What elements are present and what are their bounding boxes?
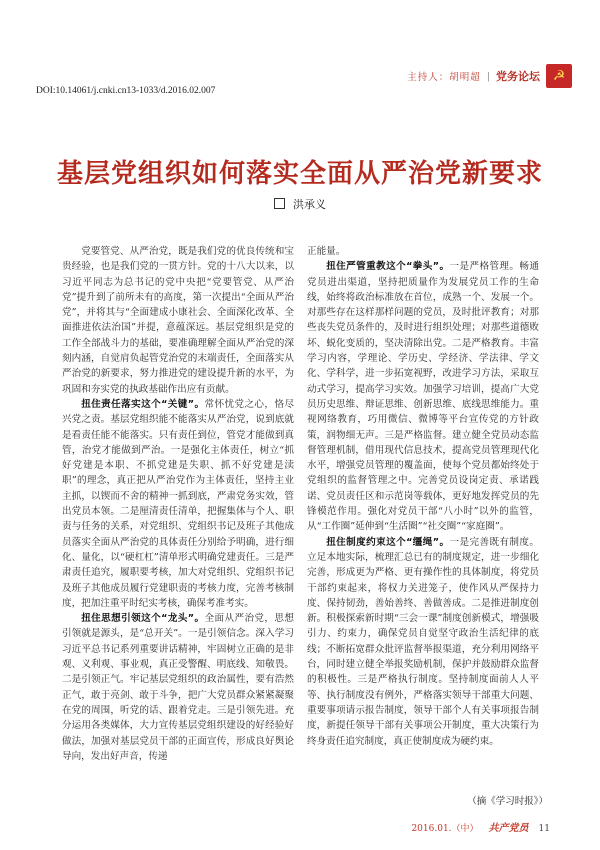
issue-date: 2016.01.（中） <box>411 824 479 834</box>
header-separator: | <box>486 70 490 82</box>
paragraph-discipline <box>307 259 539 534</box>
paragraph-text: 常怀忧党之心，恪尽兴党之责。基层党组织能不能落实从严治党，说到底就是看责任能不能落实。只有责任到位，管党才能做到真管，治党才能做到严治。一是强化主体责任，树立“抓好党建是本职、不抓党建是失职、抓不好党建是渎职”的理念，真正把从严治党作为主体责任，坚持主业主抓，以锲而不舍的精神一抓到底，严肃党务实效，管出党员本领。二是厘清责任清单，把握集体与个人、职责与任务的关系，对党组织、党组织书记及班子其他成员落实全面从严治党的具体责任分别给予明确，进行细化、量化，以“硬杠杠”清单形式明确党建责任。三是严肃责任追究，履职要考核，加大对党组织、党组织书记及班子其他成员履行党建职责的考核力度，完善考核制度，把加注重平时纪实考核，确保考准考实。 <box>62 398 294 609</box>
column-header <box>407 64 572 88</box>
journal-name: 共产党员 <box>488 823 529 834</box>
paragraph-institution <box>307 535 539 749</box>
paragraph-ideology <box>62 611 294 764</box>
party-emblem-icon: ☭ <box>546 64 572 88</box>
paragraph-text: 一是完善既有制度。立足本地实际，梳理汇总已有的制度规定，进一步细化完善，形成更为严格、更有操作性的具体制度，将党员干部约束起来，将权力关进笼子，使作风从严保持力度、保持韧劲，善始善终、善做善成。二是推进制度创新。积极探索新时期“三会一课”制度创新模式，增强吸引力、约束力，确保党员自觉坚守政治生活纪律的底线；不断拓宽群众批评监督举报渠道，充分利用网络平台，同时建立健全举报奖励机制，保护并鼓励群众监督的积极性。三是严格执行制度。坚持制度面前人人平等、执行制度没有例外，严格落实领导干部重大问题、重要事项请示报告制度，领导干部个人有关事项报告制度，新提任领导干部有关事项公开制度，重大决策行为终身责任追究制度，真正使制度成为硬约束。 <box>307 536 539 747</box>
paragraph-text: 全面从严治党，思想引领就是源头，是“总开关”。一是引领信念。深入学习习近平总书记系列重要讲话精神，牢固树立正确的是非观、义利观、事业观，真正受警醒、明底线、知敬畏。二是引领正气。牢记基层党组织的政治属性，要有浩然正气，敢于亮剑、敢于斗争，把广大党员群众紧紧凝聚在党的周围，听党的话、跟着党走。三是引领先进。充分运用各类媒体，大力宣传基层党组织建设的好经验好做法，加强对基层党员干部的正面宣传，形成良好舆论导向，发出好声音，传递 <box>62 613 294 762</box>
author-name: 洪承义 <box>293 198 326 211</box>
author-box-icon <box>274 198 285 209</box>
doi-line: DOI:10.14061/j.cnki.cn13-1033/d.2016.02.007 <box>36 86 216 96</box>
article-column-left <box>62 244 294 764</box>
source-citation: （摘《学习时报》） <box>467 796 548 807</box>
article-title: 基层党组织如何落实全面从严治党新要求 <box>56 159 543 190</box>
paragraph-responsibility <box>62 397 294 611</box>
section-keyword: 扭住责任落实这个“关键”。 <box>81 398 205 410</box>
section-keyword: 扭住制度约束这个“缰绳”。 <box>326 536 450 548</box>
section-keyword: 扭住严管重教这个“拳头”。 <box>326 261 450 273</box>
column-name: 党务论坛 <box>496 70 540 83</box>
paragraph-text: 一是严格管理。畅通党员进出渠道，坚持把质量作为发展党员工作的生命线，始终将政治标准放在首位，成熟一个、发展一个。对那些存在这样那样问题的党员，及时批评教育；对那些丧失党员条件的，及时进行组织处理；对那些道德败坏、蜕化变质的，坚决清除出党。二是严格教育。丰富学习内容，学理论、学历史、学经济、学法律、学文化、学科学，进一步拓宽视野，改进学习方法，采取互动式学习，提高学习实效。加强学习培训，提高广大党员历史思维、辩证思维、创新思维、底线思维能力。重视网络教育，巧用微信、微博等平台宣传党的方针政策，润物细无声。三是严格监督。建立健全党员动态监督管理机制，借用现代信息技术，提高党员管理现代化水平，增强党员管理的覆盖面，使每个党员都始终处于党组织的监督管理之中。完善党员设岗定责、承诺践诺、党员责任区和示范岗等载体，更好地发挥党员的先锋模范作用。强化对党员干部“八小时”以外的监管，从“工作圈”延伸到“生活圈”“社交圈”“家庭圈”。 <box>307 261 539 533</box>
host-label: 主持人：胡明超 <box>407 72 481 83</box>
page-number: 11 <box>538 824 550 834</box>
paragraph-continuation: 正能量。 <box>307 246 346 257</box>
paragraph-intro: 党要管党、从严治党，既是我们党的优良传统和宝贵经验，也是我们党的一贯方针。党的十八大以来，以习近平同志为总书记的党中央把“党要管党、从严治党”提升到了前所未有的高度，第一次提出“全面从严治党”，并将其与“全面建成小康社会、全面深化改革、全面推进依法治国”并提，意蕴深远。基层党组织是党的工作全部战斗力的基础，要准确理解全面从严治党的深刻内涵，自觉肩负起管党治党的末端责任，全面落实从严治党的新要求，努力推进党的建设提升新的水平，为巩固和夯实党的执政基础作出应有贡献。 <box>62 246 294 395</box>
article-column-right <box>307 244 539 749</box>
section-keyword: 扭住思想引领这个“龙头”。 <box>81 613 205 625</box>
page-footer <box>411 819 550 834</box>
author-line <box>0 196 600 212</box>
